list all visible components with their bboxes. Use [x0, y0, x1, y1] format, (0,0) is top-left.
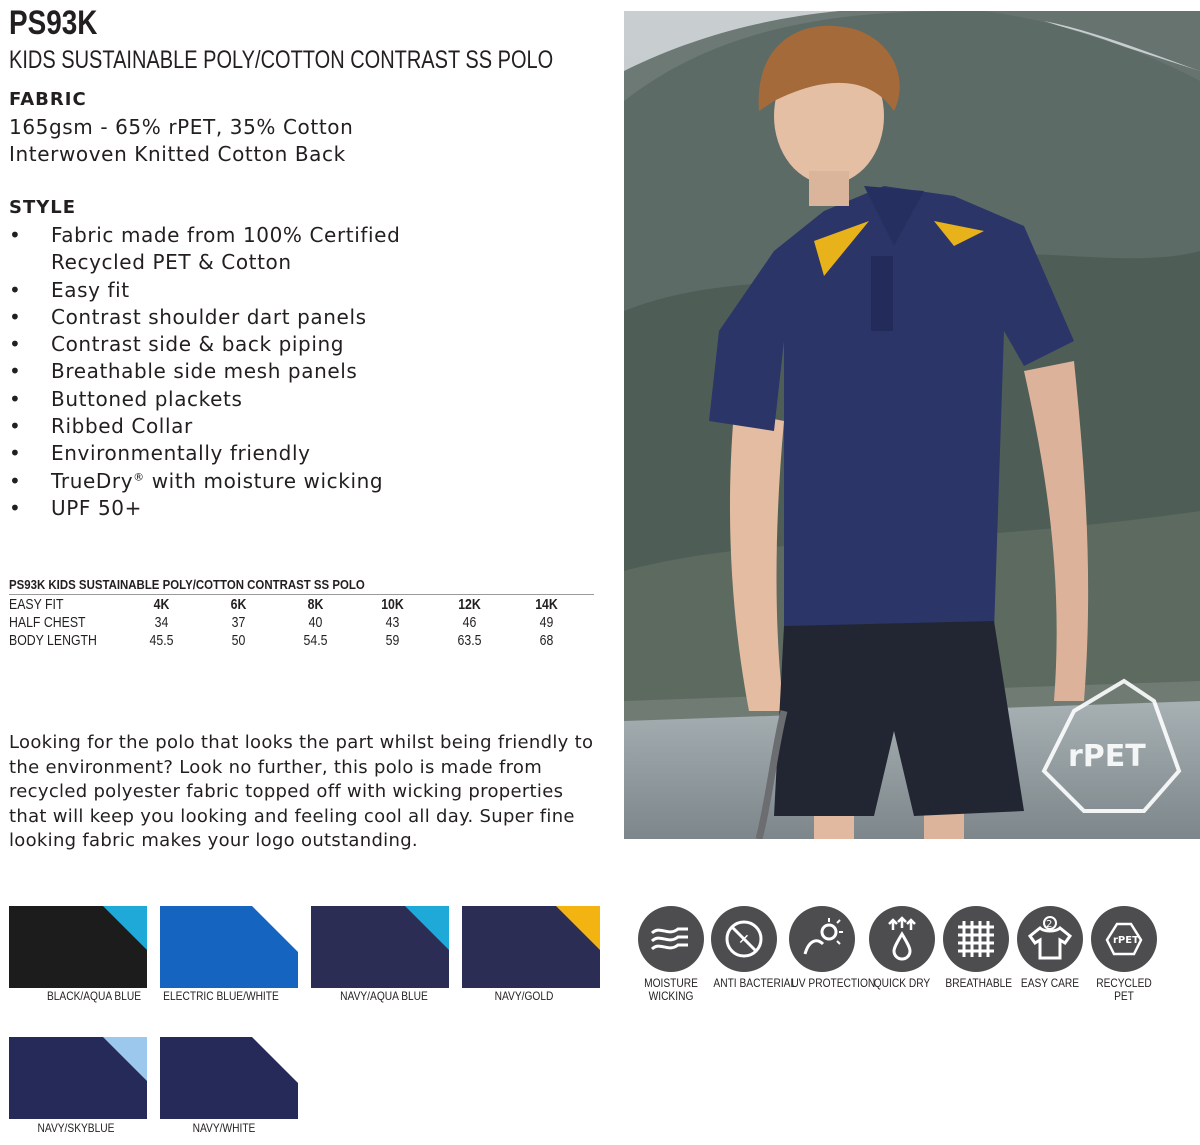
list-item [9, 331, 400, 358]
photo-illustration [624, 11, 1200, 839]
feature-label: PET [1114, 989, 1134, 1003]
header-cell: 6K [230, 596, 247, 613]
feature-quick-dry [866, 906, 938, 990]
moisture-wicking-icon [648, 919, 694, 959]
breathable-icon [954, 917, 998, 961]
feature-label: ANTI BACTERIAL [713, 976, 797, 990]
list-item-text: Environmentally friendly [51, 441, 311, 466]
feature-label: RECYCLED [1096, 976, 1152, 990]
uv-protection-icon [799, 916, 845, 962]
fabric-heading: FABRIC [9, 89, 87, 110]
easy-care-icon [1025, 916, 1075, 962]
bullet: • [9, 468, 22, 493]
row-label: BODY LENGTH [9, 632, 97, 649]
registered-mark: ® [133, 470, 145, 484]
header-cell: 8K [307, 596, 324, 613]
feature-uv-protection [786, 906, 876, 990]
table-cell: 54.5 [303, 632, 328, 649]
size-chart [9, 577, 594, 650]
product-description: Looking for the polo that looks the part whilst being friendly to the environment? Look no further, this polo is made from recycled polyester fabric topped off with wicking properties that will keep you looking and feeling cool all day. Super fine looking fabric makes your logo outstanding. [9, 732, 594, 852]
list-item-text: Fabric made from 100% Certified [51, 223, 401, 247]
list-item [9, 468, 400, 495]
bullet: • [9, 359, 22, 384]
bullet: • [9, 304, 22, 329]
fabric-line: Interwoven Knitted Cotton Back [9, 142, 346, 166]
colour-swatch[interactable] [160, 1037, 298, 1119]
table-cell: 46 [462, 614, 477, 631]
header-cell: EASY FIT [9, 596, 64, 613]
list-item-text: Buttoned plackets [51, 386, 243, 411]
anti-bacterial-icon [721, 916, 767, 962]
colour-swatch[interactable] [9, 1037, 147, 1119]
bullet: • [9, 495, 22, 520]
list-item [9, 386, 400, 413]
list-item [9, 413, 400, 440]
header-cell: 12K [458, 596, 481, 613]
table-cell: 49 [539, 614, 554, 631]
table-row [9, 632, 594, 650]
table-cell: 43 [385, 614, 400, 631]
quick-dry-icon [879, 916, 925, 962]
row-label: HALF CHEST [9, 614, 86, 631]
feature-anti-bacterial [708, 906, 797, 990]
colour-swatch[interactable] [311, 906, 449, 988]
feature-label: QUICK DRY [873, 976, 931, 990]
style-heading: STYLE [9, 197, 77, 218]
feature-label: MOISTURE [644, 976, 698, 990]
table-cell: 68 [539, 632, 554, 649]
list-item [9, 277, 400, 304]
list-item-text: with moisture wicking [144, 468, 384, 493]
list-item-text: TrueDry [51, 468, 134, 493]
rpet-badge-text: rPET [1068, 739, 1146, 774]
feature-label: BREATHABLE [945, 976, 1013, 990]
size-chart-header [9, 596, 594, 614]
list-item-text: Recycled PET & Cotton [51, 250, 292, 274]
list-item [9, 304, 400, 331]
table-cell: 50 [231, 632, 246, 649]
feature-recycled-pet [1088, 906, 1160, 1003]
list-item-text: Breathable side mesh panels [51, 359, 358, 384]
list-item [9, 358, 400, 385]
colour-swatch[interactable] [9, 906, 147, 988]
bullet: • [9, 414, 22, 439]
list-item [9, 495, 400, 522]
size-chart-title: PS93K KIDS SUSTAINABLE POLY/COTTON CONTRAST SS POLO [9, 577, 365, 592]
product-title: KIDS SUSTAINABLE POLY/COTTON CONTRAST SS POLO [9, 46, 554, 74]
list-item [9, 440, 400, 467]
colour-label: ELECTRIC BLUE/WHITE [163, 989, 279, 1003]
bacteria-glyph: ✕ [738, 932, 750, 948]
colour-swatch[interactable] [160, 906, 298, 988]
table-cell: 63.5 [457, 632, 482, 649]
feature-moisture-wicking [635, 906, 707, 1003]
list-item-text: UPF 50+ [51, 495, 142, 520]
table-row [9, 614, 594, 632]
feature-label: UV PROTECTION [791, 976, 876, 990]
colour-swatch[interactable] [462, 906, 600, 988]
colour-label: NAVY/SKYBLUE [37, 1121, 115, 1135]
colour-label: NAVY/AQUA BLUE [340, 989, 428, 1003]
list-item-text: Ribbed Collar [51, 414, 193, 439]
bullet: • [9, 277, 22, 302]
table-cell: 34 [154, 614, 169, 631]
list-item-text: Contrast shoulder dart panels [51, 304, 367, 329]
colour-label: NAVY/GOLD [494, 989, 554, 1003]
feature-breathable [940, 906, 1012, 990]
header-cell: 4K [153, 596, 170, 613]
product-photo [624, 11, 1200, 839]
feature-label: WICKING [648, 989, 694, 1003]
table-cell: 59 [385, 632, 400, 649]
bullet: • [9, 441, 22, 466]
list-item-text: Contrast side & back piping [51, 332, 345, 357]
feature-easy-care [1014, 906, 1086, 990]
colour-label: BLACK/AQUA BLUE [46, 989, 142, 1003]
colour-label: NAVY/WHITE [192, 1121, 256, 1135]
list-item [9, 222, 400, 277]
bullet: • [9, 332, 22, 357]
feature-label: EASY CARE [1020, 976, 1080, 990]
rpet-small-text: rPET [1113, 935, 1139, 946]
style-list [9, 222, 400, 522]
bullet: • [9, 223, 22, 247]
list-item-text: Easy fit [51, 277, 130, 302]
table-cell: 45.5 [149, 632, 174, 649]
divider [9, 594, 594, 595]
header-cell: 10K [381, 596, 404, 613]
fabric-line: 165gsm - 65% rPET, 35% Cotton [9, 115, 354, 139]
header-cell: 14K [535, 596, 558, 613]
care-number: 2 [1046, 919, 1053, 930]
recycled-pet-icon [1101, 916, 1147, 962]
bullet: • [9, 386, 22, 411]
table-cell: 40 [308, 614, 323, 631]
product-code: PS93K [9, 4, 98, 42]
table-cell: 37 [231, 614, 246, 631]
